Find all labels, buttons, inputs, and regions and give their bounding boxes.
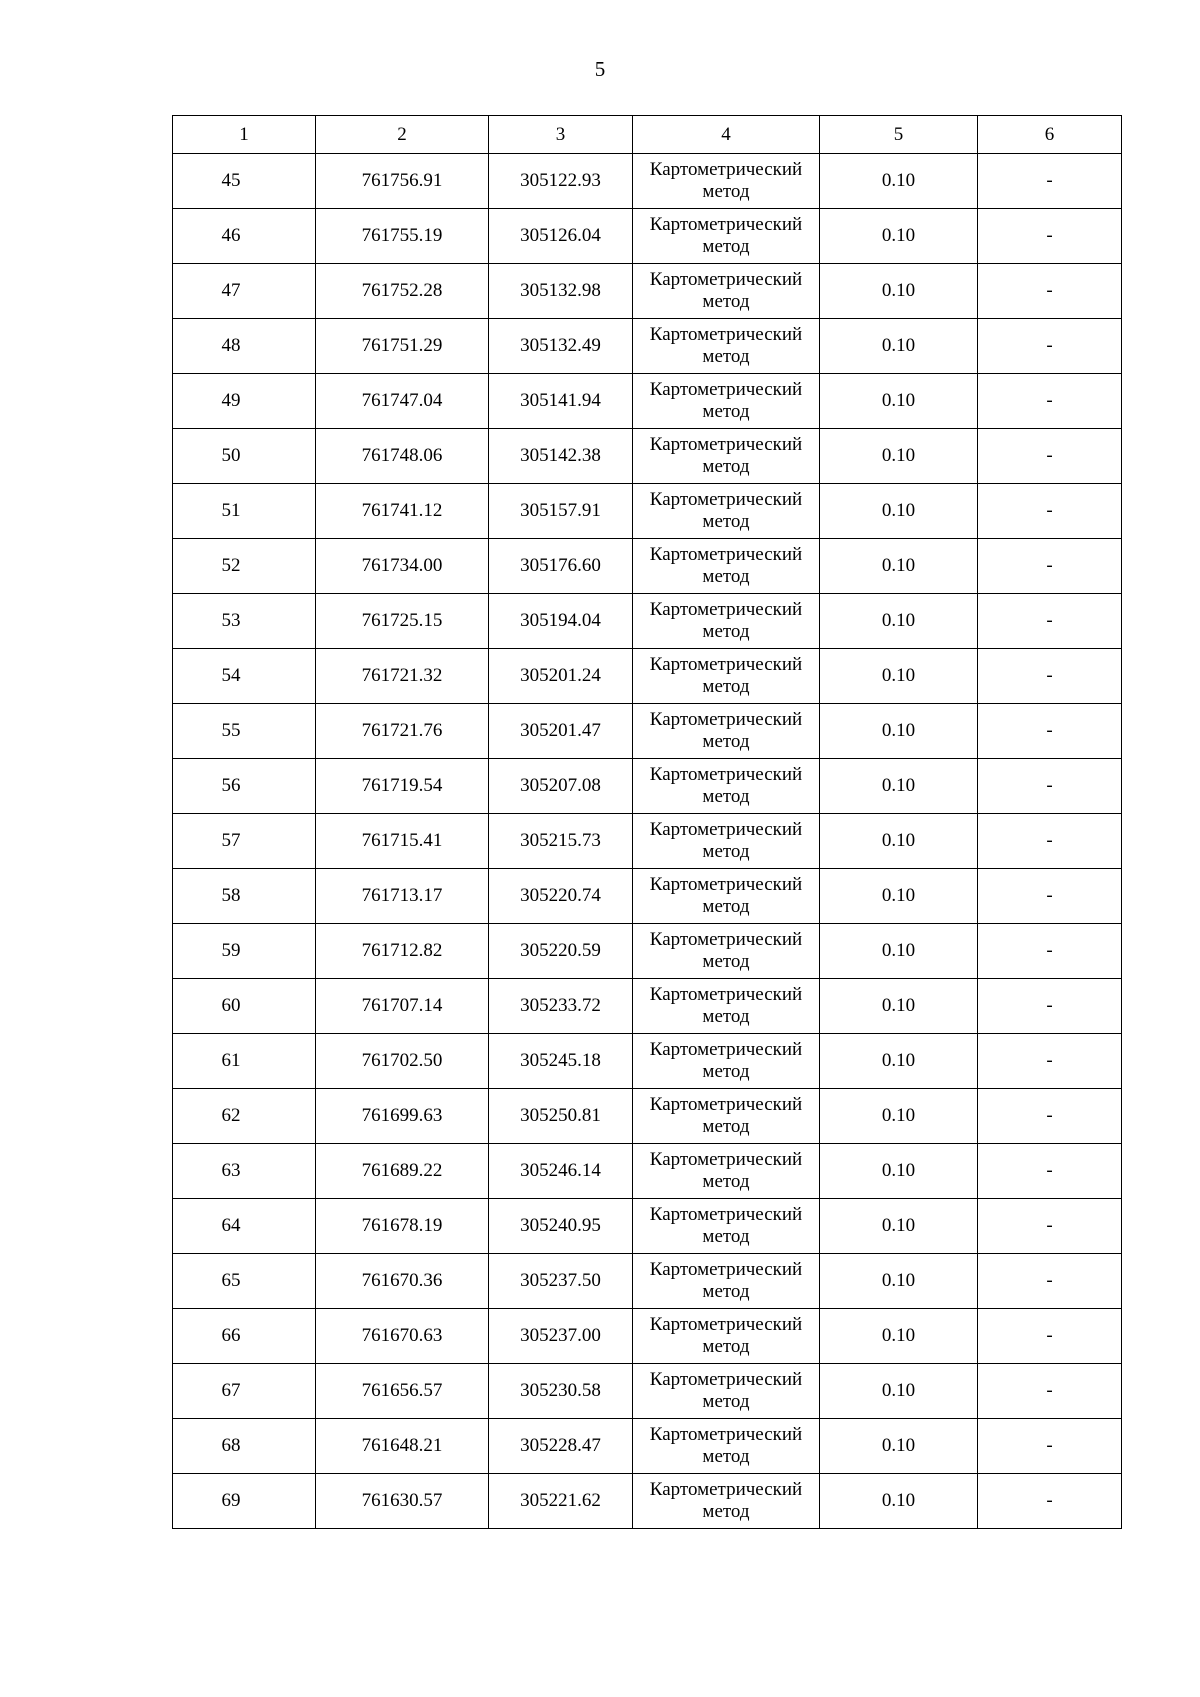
header-cell: 4: [633, 116, 820, 154]
point-number-cell: 59: [173, 924, 316, 979]
table-body: [173, 116, 1122, 1529]
x-coordinate-cell: 761751.29: [316, 319, 489, 374]
table-row: [173, 154, 1122, 209]
point-number-cell: 58: [173, 869, 316, 924]
method-cell: Картометрический метод: [633, 1034, 820, 1089]
accuracy-cell: 0.10: [820, 539, 978, 594]
point-number-cell: 62: [173, 1089, 316, 1144]
y-coordinate-cell: 305201.24: [489, 649, 633, 704]
x-coordinate-cell: 761670.36: [316, 1254, 489, 1309]
point-number-cell: 51: [173, 484, 316, 539]
point-number-cell: 49: [173, 374, 316, 429]
point-number-cell: 68: [173, 1419, 316, 1474]
y-coordinate-cell: 305132.49: [489, 319, 633, 374]
header-cell: 2: [316, 116, 489, 154]
note-cell: -: [978, 1089, 1122, 1144]
point-number-cell: 47: [173, 264, 316, 319]
accuracy-cell: 0.10: [820, 979, 978, 1034]
note-cell: -: [978, 1144, 1122, 1199]
note-cell: -: [978, 759, 1122, 814]
method-cell: Картометрический метод: [633, 319, 820, 374]
accuracy-cell: 0.10: [820, 1419, 978, 1474]
method-cell: Картометрический метод: [633, 539, 820, 594]
accuracy-cell: 0.10: [820, 1364, 978, 1419]
accuracy-cell: 0.10: [820, 1089, 978, 1144]
method-cell: Картометрический метод: [633, 649, 820, 704]
x-coordinate-cell: 761741.12: [316, 484, 489, 539]
x-coordinate-cell: 761715.41: [316, 814, 489, 869]
note-cell: -: [978, 209, 1122, 264]
accuracy-cell: 0.10: [820, 814, 978, 869]
accuracy-cell: 0.10: [820, 374, 978, 429]
note-cell: -: [978, 1364, 1122, 1419]
accuracy-cell: 0.10: [820, 759, 978, 814]
table-row: [173, 209, 1122, 264]
table-row: [173, 704, 1122, 759]
method-cell: Картометрический метод: [633, 1089, 820, 1144]
y-coordinate-cell: 305233.72: [489, 979, 633, 1034]
x-coordinate-cell: 761734.00: [316, 539, 489, 594]
y-coordinate-cell: 305237.50: [489, 1254, 633, 1309]
y-coordinate-cell: 305194.04: [489, 594, 633, 649]
table-row: [173, 594, 1122, 649]
accuracy-cell: 0.10: [820, 1144, 978, 1199]
accuracy-cell: 0.10: [820, 1254, 978, 1309]
y-coordinate-cell: 305201.47: [489, 704, 633, 759]
table-row: [173, 1419, 1122, 1474]
table-row: [173, 539, 1122, 594]
y-coordinate-cell: 305215.73: [489, 814, 633, 869]
y-coordinate-cell: 305228.47: [489, 1419, 633, 1474]
x-coordinate-cell: 761648.21: [316, 1419, 489, 1474]
method-cell: Картометрический метод: [633, 594, 820, 649]
note-cell: -: [978, 814, 1122, 869]
note-cell: -: [978, 1254, 1122, 1309]
y-coordinate-cell: 305220.59: [489, 924, 633, 979]
table-row: [173, 264, 1122, 319]
header-cell: 5: [820, 116, 978, 154]
accuracy-cell: 0.10: [820, 264, 978, 319]
y-coordinate-cell: 305237.00: [489, 1309, 633, 1364]
note-cell: -: [978, 924, 1122, 979]
method-cell: Картометрический метод: [633, 374, 820, 429]
y-coordinate-cell: 305142.38: [489, 429, 633, 484]
x-coordinate-cell: 761748.06: [316, 429, 489, 484]
y-coordinate-cell: 305207.08: [489, 759, 633, 814]
point-number-cell: 63: [173, 1144, 316, 1199]
point-number-cell: 67: [173, 1364, 316, 1419]
x-coordinate-cell: 761678.19: [316, 1199, 489, 1254]
method-cell: Картометрический метод: [633, 1254, 820, 1309]
x-coordinate-cell: 761756.91: [316, 154, 489, 209]
method-cell: Картометрический метод: [633, 264, 820, 319]
x-coordinate-cell: 761721.32: [316, 649, 489, 704]
method-cell: Картометрический метод: [633, 1144, 820, 1199]
accuracy-cell: 0.10: [820, 649, 978, 704]
x-coordinate-cell: 761656.57: [316, 1364, 489, 1419]
point-number-cell: 69: [173, 1474, 316, 1529]
x-coordinate-cell: 761752.28: [316, 264, 489, 319]
accuracy-cell: 0.10: [820, 1309, 978, 1364]
header-row: [173, 116, 1122, 154]
table-row: [173, 1364, 1122, 1419]
point-number-cell: 56: [173, 759, 316, 814]
x-coordinate-cell: 761630.57: [316, 1474, 489, 1529]
x-coordinate-cell: 761707.14: [316, 979, 489, 1034]
y-coordinate-cell: 305240.95: [489, 1199, 633, 1254]
note-cell: -: [978, 484, 1122, 539]
point-number-cell: 65: [173, 1254, 316, 1309]
method-cell: Картометрический метод: [633, 1474, 820, 1529]
note-cell: -: [978, 1199, 1122, 1254]
table-row: [173, 924, 1122, 979]
page-number: 5: [594, 57, 606, 81]
point-number-cell: 52: [173, 539, 316, 594]
note-cell: -: [978, 1474, 1122, 1529]
accuracy-cell: 0.10: [820, 1474, 978, 1529]
method-cell: Картометрический метод: [633, 1309, 820, 1364]
accuracy-cell: 0.10: [820, 319, 978, 374]
accuracy-cell: 0.10: [820, 594, 978, 649]
table-row: [173, 1254, 1122, 1309]
x-coordinate-cell: 761712.82: [316, 924, 489, 979]
table-row: [173, 1089, 1122, 1144]
note-cell: -: [978, 869, 1122, 924]
y-coordinate-cell: 305122.93: [489, 154, 633, 209]
table-row: [173, 1199, 1122, 1254]
table-row: [173, 1309, 1122, 1364]
method-cell: Картометрический метод: [633, 429, 820, 484]
note-cell: -: [978, 374, 1122, 429]
x-coordinate-cell: 761755.19: [316, 209, 489, 264]
table-row: [173, 484, 1122, 539]
y-coordinate-cell: 305221.62: [489, 1474, 633, 1529]
accuracy-cell: 0.10: [820, 704, 978, 759]
note-cell: -: [978, 539, 1122, 594]
point-number-cell: 48: [173, 319, 316, 374]
header-cell: 3: [489, 116, 633, 154]
point-number-cell: 54: [173, 649, 316, 704]
x-coordinate-cell: 761689.22: [316, 1144, 489, 1199]
table-row: [173, 374, 1122, 429]
note-cell: -: [978, 704, 1122, 759]
x-coordinate-cell: 761699.63: [316, 1089, 489, 1144]
y-coordinate-cell: 305246.14: [489, 1144, 633, 1199]
accuracy-cell: 0.10: [820, 869, 978, 924]
y-coordinate-cell: 305250.81: [489, 1089, 633, 1144]
y-coordinate-cell: 305220.74: [489, 869, 633, 924]
y-coordinate-cell: 305245.18: [489, 1034, 633, 1089]
header-cell: 1: [173, 116, 316, 154]
y-coordinate-cell: 305157.91: [489, 484, 633, 539]
point-number-cell: 46: [173, 209, 316, 264]
table-row: [173, 814, 1122, 869]
method-cell: Картометрический метод: [633, 1419, 820, 1474]
note-cell: -: [978, 429, 1122, 484]
point-number-cell: 60: [173, 979, 316, 1034]
note-cell: -: [978, 979, 1122, 1034]
method-cell: Картометрический метод: [633, 869, 820, 924]
x-coordinate-cell: 761719.54: [316, 759, 489, 814]
accuracy-cell: 0.10: [820, 1034, 978, 1089]
method-cell: Картометрический метод: [633, 484, 820, 539]
y-coordinate-cell: 305141.94: [489, 374, 633, 429]
table-row: [173, 1144, 1122, 1199]
accuracy-cell: 0.10: [820, 209, 978, 264]
point-number-cell: 57: [173, 814, 316, 869]
table-row: [173, 1474, 1122, 1529]
y-coordinate-cell: 305126.04: [489, 209, 633, 264]
note-cell: -: [978, 264, 1122, 319]
accuracy-cell: 0.10: [820, 1199, 978, 1254]
point-number-cell: 64: [173, 1199, 316, 1254]
table-row: [173, 979, 1122, 1034]
note-cell: -: [978, 649, 1122, 704]
point-number-cell: 45: [173, 154, 316, 209]
coordinates-table: [172, 115, 1122, 1529]
x-coordinate-cell: 761721.76: [316, 704, 489, 759]
accuracy-cell: 0.10: [820, 429, 978, 484]
accuracy-cell: 0.10: [820, 154, 978, 209]
note-cell: -: [978, 1034, 1122, 1089]
accuracy-cell: 0.10: [820, 924, 978, 979]
header-cell: 6: [978, 116, 1122, 154]
accuracy-cell: 0.10: [820, 484, 978, 539]
table-row: [173, 429, 1122, 484]
point-number-cell: 66: [173, 1309, 316, 1364]
method-cell: Картометрический метод: [633, 814, 820, 869]
table-row: [173, 319, 1122, 374]
y-coordinate-cell: 305230.58: [489, 1364, 633, 1419]
method-cell: Картометрический метод: [633, 209, 820, 264]
table-row: [173, 869, 1122, 924]
point-number-cell: 53: [173, 594, 316, 649]
note-cell: -: [978, 1419, 1122, 1474]
x-coordinate-cell: 761725.15: [316, 594, 489, 649]
y-coordinate-cell: 305132.98: [489, 264, 633, 319]
y-coordinate-cell: 305176.60: [489, 539, 633, 594]
x-coordinate-cell: 761747.04: [316, 374, 489, 429]
method-cell: Картометрический метод: [633, 1199, 820, 1254]
note-cell: -: [978, 319, 1122, 374]
table-row: [173, 649, 1122, 704]
method-cell: Картометрический метод: [633, 704, 820, 759]
point-number-cell: 55: [173, 704, 316, 759]
method-cell: Картометрический метод: [633, 154, 820, 209]
note-cell: -: [978, 594, 1122, 649]
x-coordinate-cell: 761702.50: [316, 1034, 489, 1089]
x-coordinate-cell: 761670.63: [316, 1309, 489, 1364]
method-cell: Картометрический метод: [633, 924, 820, 979]
table-row: [173, 759, 1122, 814]
method-cell: Картометрический метод: [633, 1364, 820, 1419]
point-number-cell: 61: [173, 1034, 316, 1089]
method-cell: Картометрический метод: [633, 759, 820, 814]
note-cell: -: [978, 154, 1122, 209]
point-number-cell: 50: [173, 429, 316, 484]
x-coordinate-cell: 761713.17: [316, 869, 489, 924]
note-cell: -: [978, 1309, 1122, 1364]
method-cell: Картометрический метод: [633, 979, 820, 1034]
table-row: [173, 1034, 1122, 1089]
